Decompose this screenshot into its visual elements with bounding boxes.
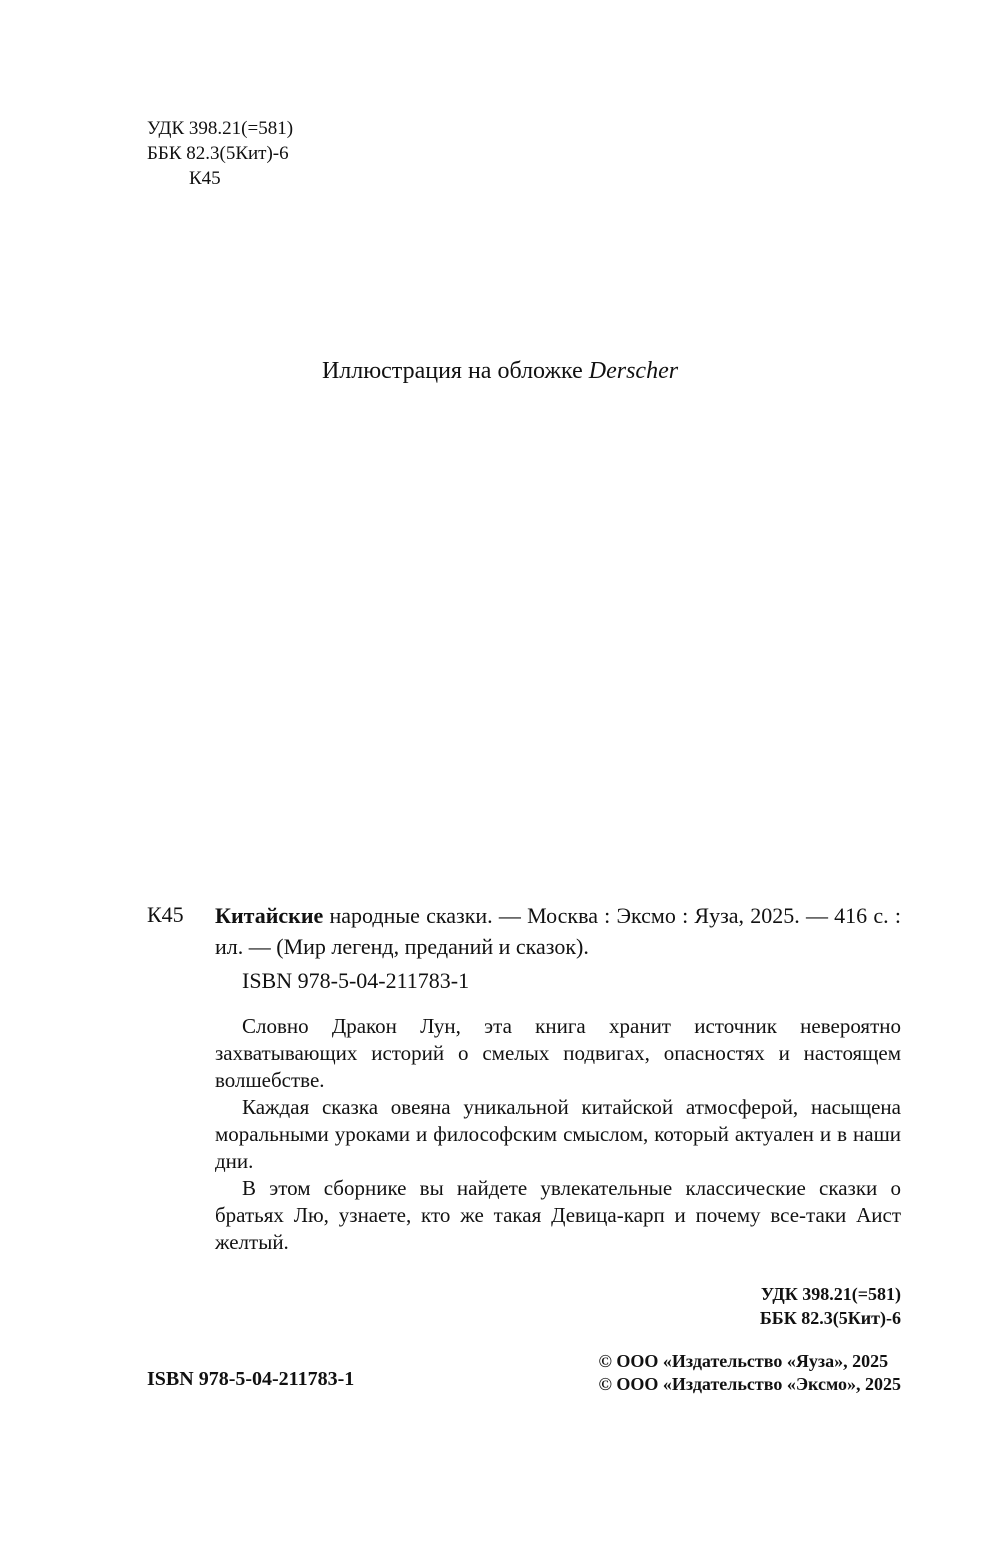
footer-udk-code: УДК 398.21(=581) <box>760 1284 901 1304</box>
author-mark: К45 <box>189 168 221 189</box>
illustrator-name: Derscher <box>588 358 679 384</box>
footer-bbk-code: ББК 82.3(5Кит)-6 <box>759 1308 901 1328</box>
footer-isbn: ISBN 978-5-04-211783-1 <box>147 1368 355 1390</box>
entry-title: Китайские <box>215 903 324 928</box>
entry-details: народные сказки. — Москва : Эксмо : Яуза, 2025. — 416 с. : ил. — (Мир легенд, преданий и сказок). <box>215 903 901 959</box>
entry-author-mark: К45 <box>147 902 184 927</box>
annotation-paragraph: Каждая сказка овеяна уникальной китайской атмосферой, насыщена моральными уроками и философским смыслом, который актуален и в наши дни. <box>215 1095 901 1173</box>
annotation <box>215 1013 901 1256</box>
udk-code: УДК 398.21(=581) <box>147 118 294 139</box>
copyright-block <box>598 1350 901 1396</box>
annotation-paragraph: В этом сборнике вы найдете увлекательные классические сказки о братьях Лю, узнаете, кто же такая Девица-карп и почему все-таки Аист желтый. <box>215 1176 901 1254</box>
copyright-line: © ООО «Издательство «Яуза», 2025 <box>598 1351 889 1371</box>
illustration-label: Иллюстрация на обложке <box>321 358 589 384</box>
footer-classification-codes <box>760 1282 901 1330</box>
header-classification-codes <box>147 116 293 191</box>
bibliographic-entry <box>215 900 901 962</box>
cover-illustration-credit <box>0 358 1000 385</box>
copyright-line: © ООО «Издательство «Эксмо», 2025 <box>598 1374 901 1394</box>
annotation-paragraph: Словно Дракон Лун, эта книга хранит источник невероятно захватывающих историй о смелых подвигах, опасностях и настоящем волшебстве. <box>215 1014 901 1092</box>
bbk-code: ББК 82.3(5Кит)-6 <box>147 143 289 164</box>
entry-isbn: ISBN 978-5-04-211783-1 <box>242 968 470 993</box>
